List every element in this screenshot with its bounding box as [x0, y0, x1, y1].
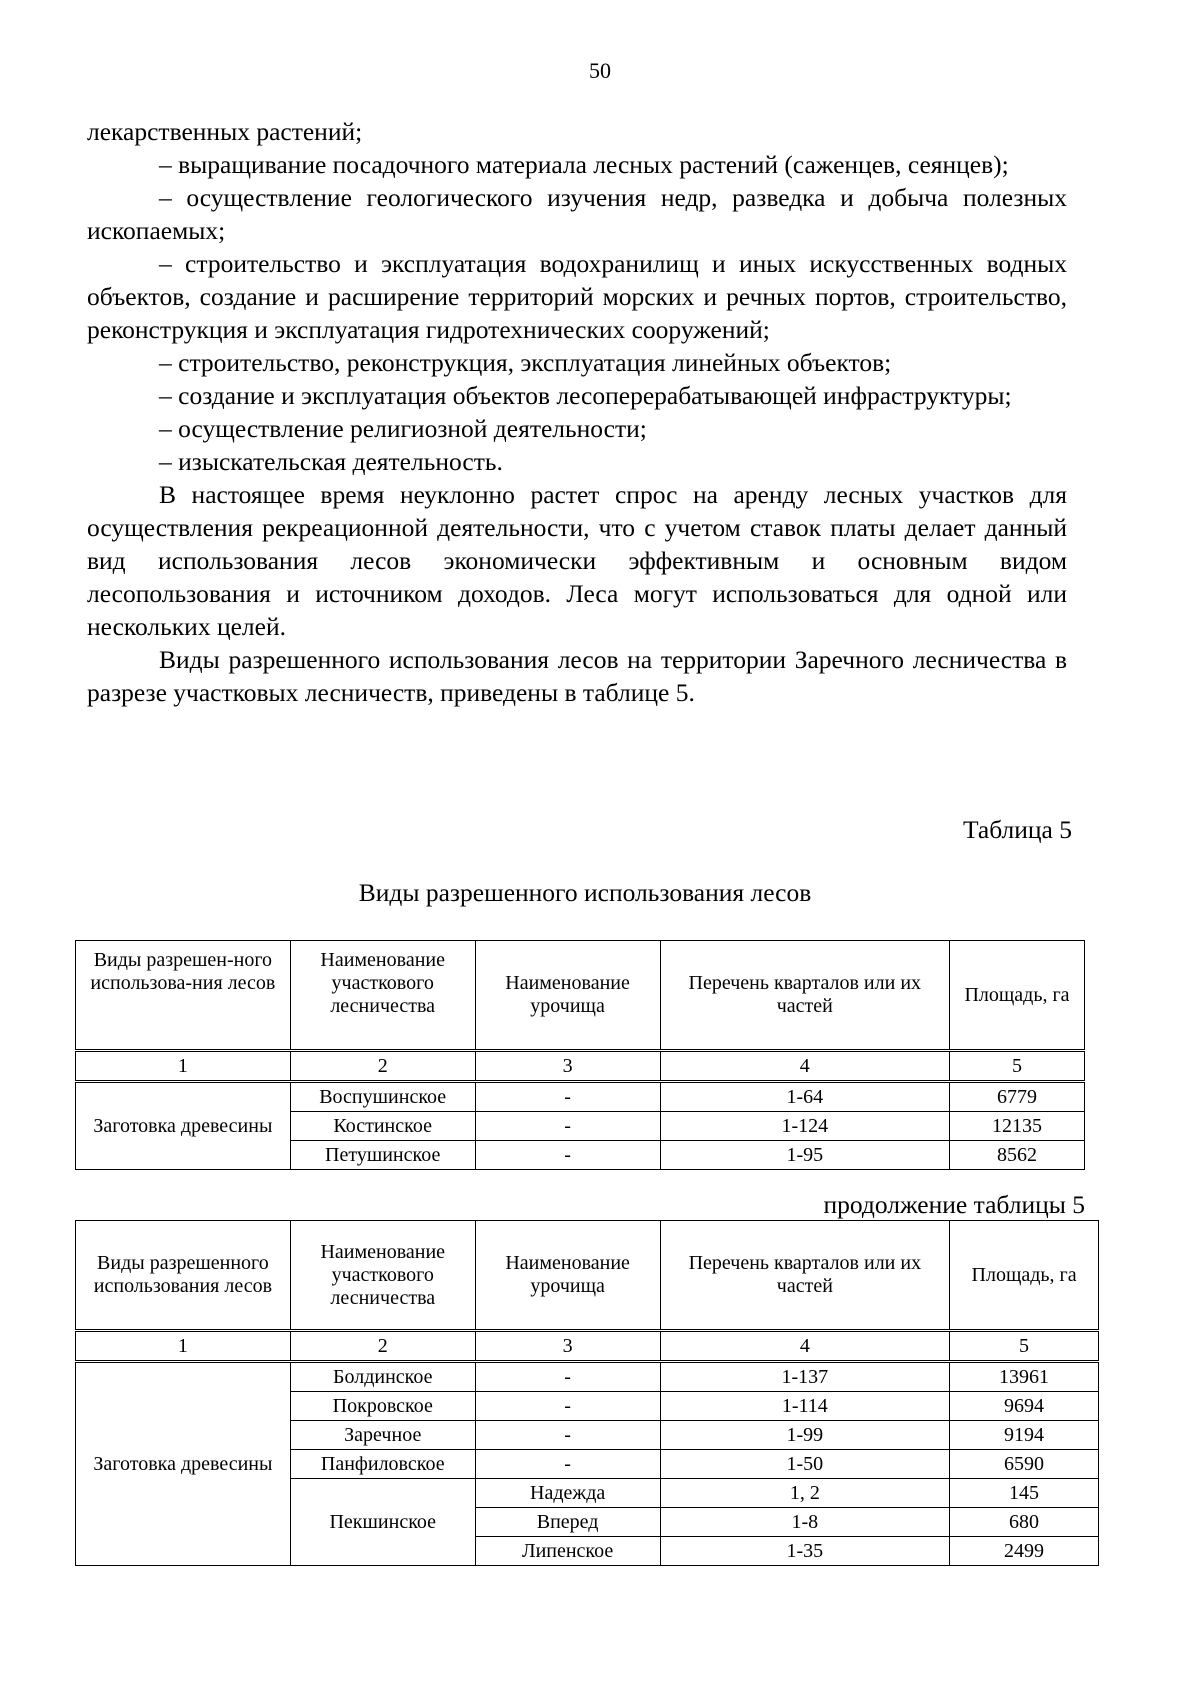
header-tract: Наименование урочища — [475, 941, 660, 1051]
header-forestry: Наименование участкового лесничества — [290, 1221, 475, 1331]
tract-cell: - — [475, 1450, 660, 1479]
forestry-cell: Болдинское — [290, 1362, 475, 1392]
column-number: 1 — [76, 1331, 291, 1362]
area-cell: 680 — [950, 1508, 1099, 1537]
column-number: 3 — [475, 1051, 660, 1082]
column-number: 5 — [950, 1331, 1099, 1362]
area-cell: 2499 — [950, 1537, 1099, 1566]
quarters-cell: 1-114 — [660, 1392, 950, 1421]
column-number: 4 — [660, 1051, 950, 1082]
tract-cell: - — [475, 1392, 660, 1421]
quarters-cell: 1-8 — [660, 1508, 950, 1537]
header-forestry: Наименование участкового лесничества — [290, 941, 475, 1051]
use-type-cell: Заготовка древесины — [76, 1362, 291, 1566]
forestry-cell: Покровское — [290, 1392, 475, 1421]
paragraph: – выращивание посадочного материала лесных растений (саженцев, сеянцев); — [159, 150, 1009, 179]
header-area: Площадь, га — [950, 941, 1085, 1051]
column-number: 2 — [290, 1051, 475, 1082]
forestry-cell: Воспушинское — [290, 1082, 475, 1112]
quarters-cell: 1-35 — [660, 1537, 950, 1566]
quarters-cell: 1-124 — [660, 1112, 950, 1141]
header-tract: Наименование урочища — [475, 1221, 660, 1331]
table-row — [76, 1362, 1099, 1392]
tract-cell: - — [475, 1421, 660, 1450]
paragraph: – осуществление религиозной деятельности; — [159, 414, 647, 443]
table-5-part-1 — [75, 940, 1085, 1170]
page-number: 50 — [589, 58, 611, 83]
area-cell: 6779 — [950, 1082, 1085, 1112]
forestry-cell: Панфиловское — [290, 1450, 475, 1479]
paragraph: – создание и эксплуатация объектов лесоперерабатывающей инфраструктуры; — [159, 381, 1012, 410]
forestry-cell: Заречное — [290, 1421, 475, 1450]
tract-cell: - — [475, 1362, 660, 1392]
area-cell: 145 — [950, 1479, 1099, 1508]
table-title: Виды разрешенного использования лесов — [358, 878, 812, 907]
paragraph: – строительство, реконструкция, эксплуатация линейных объектов; — [159, 348, 892, 377]
area-cell: 9194 — [950, 1421, 1099, 1450]
area-cell: 6590 — [950, 1450, 1099, 1479]
header-use-type: Виды разрешенного использования лесов — [76, 1221, 291, 1331]
paragraph: – строительство и эксплуатация водохранилищ и иных искусственных водных объектов, создание и расширение территорий морских и речных портов, строительство, реконструкция и эксплуатация гидротехнических сооружений; — [87, 249, 1067, 344]
column-number: 4 — [660, 1331, 950, 1362]
header-quarters: Перечень кварталов или их частей — [660, 941, 950, 1051]
forestry-cell: Пекшинское — [290, 1479, 475, 1566]
quarters-cell: 1-99 — [660, 1421, 950, 1450]
header-use-type: Виды разрешен-ного использова-ния лесов — [76, 941, 291, 1051]
area-cell: 8562 — [950, 1141, 1085, 1170]
area-cell: 13961 — [950, 1362, 1099, 1392]
quarters-cell: 1, 2 — [660, 1479, 950, 1508]
table-row — [76, 1082, 1085, 1112]
continuation-label: продолжение таблицы 5 — [823, 1190, 1085, 1219]
paragraph: В настоящее время неуклонно растет спрос на аренду лесных участков для осуществления рекреационной деятельности, что с учетом ставок платы делает данный вид использования лесов экономически эффективным и основным видом лесопользования и источником доходов. Леса могут использоваться для одной или нескольких целей. — [87, 480, 1067, 641]
table-5-part-2 — [75, 1220, 1099, 1566]
table-number: Таблица 5 — [962, 815, 1072, 844]
forestry-cell: Костинское — [290, 1112, 475, 1141]
body-text — [87, 115, 1067, 709]
tract-cell: Липенское — [475, 1537, 660, 1566]
column-number: 2 — [290, 1331, 475, 1362]
forestry-cell: Петушинское — [290, 1141, 475, 1170]
quarters-cell: 1-64 — [660, 1082, 950, 1112]
paragraph: – осуществление геологического изучения недр, разведка и добыча полезных ископаемых; — [87, 183, 1067, 245]
column-number: 5 — [950, 1051, 1085, 1082]
tract-cell: Надежда — [475, 1479, 660, 1508]
tract-cell: - — [475, 1112, 660, 1141]
paragraph: Виды разрешенного использования лесов на территории Заречного лесничества в разрезе участковых лесничеств, приведены в таблице 5. — [87, 645, 1067, 707]
tract-cell: Вперед — [475, 1508, 660, 1537]
paragraph: – изыскательская деятельность. — [159, 447, 503, 476]
tract-cell: - — [475, 1141, 660, 1170]
header-quarters: Перечень кварталов или их частей — [660, 1221, 950, 1331]
area-cell: 12135 — [950, 1112, 1085, 1141]
tract-cell: - — [475, 1082, 660, 1112]
column-number: 3 — [475, 1331, 660, 1362]
quarters-cell: 1-95 — [660, 1141, 950, 1170]
header-area: Площадь, га — [950, 1221, 1099, 1331]
quarters-cell: 1-137 — [660, 1362, 950, 1392]
use-type-cell: Заготовка древесины — [76, 1082, 291, 1170]
quarters-cell: 1-50 — [660, 1450, 950, 1479]
column-number: 1 — [76, 1051, 291, 1082]
paragraph: лекарственных растений; — [87, 117, 363, 146]
area-cell: 9694 — [950, 1392, 1099, 1421]
